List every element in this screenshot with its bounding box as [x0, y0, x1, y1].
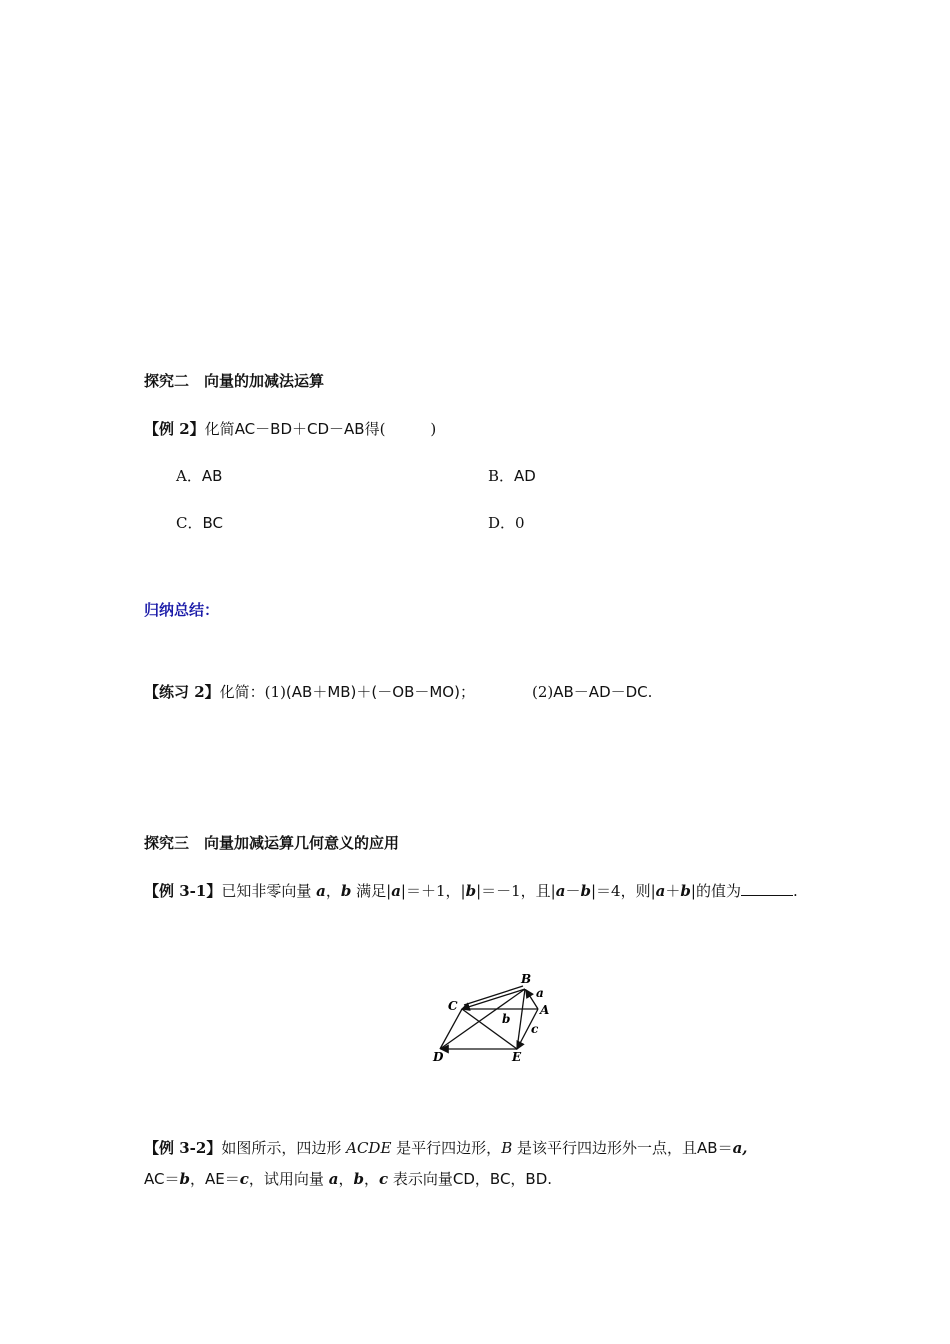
option-b-letter: B． [488, 467, 515, 485]
vector-ac: AC [144, 1170, 165, 1188]
vector-a: a [328, 1170, 339, 1188]
label-point-c: C [448, 999, 458, 1013]
vector-a: a [655, 882, 666, 900]
summary-label: 归纳总结： [144, 601, 220, 619]
comma: ， [190, 1170, 206, 1188]
option-d-letter: D． [488, 514, 516, 532]
vector-a: a [391, 882, 401, 900]
example-2-question [144, 419, 436, 439]
vector-b: b [580, 882, 591, 900]
example-3-1-question [144, 881, 798, 901]
option-d[interactable] [488, 513, 525, 533]
label-point-b: B [521, 972, 532, 986]
comma: ， [363, 1170, 379, 1188]
target-vectors: CD，BC，BD. [452, 1170, 553, 1188]
label-vector-a: a [536, 986, 544, 1000]
option-a[interactable] [176, 466, 222, 486]
option-b[interactable] [488, 466, 536, 486]
example-3-1-text-7: |的值为 [690, 882, 741, 900]
label-vector-b: b [502, 1012, 511, 1026]
option-c[interactable] [176, 513, 223, 533]
practice-2-part1-expression: (AB＋MB)＋(－OB－MO) [285, 683, 460, 701]
example-3-2-text-2: 是平行四边形， [391, 1139, 502, 1157]
practice-2-question [144, 682, 475, 702]
segment-dc [440, 1009, 462, 1049]
parallelogram-figure [420, 965, 570, 1070]
answer-blank[interactable] [741, 881, 793, 896]
example-3-1-tag: 【例 3-1】 [144, 882, 222, 900]
equals-sign: ＝ [717, 1139, 733, 1157]
example-3-2-line-1 [144, 1138, 748, 1158]
vector-a: a [555, 882, 566, 900]
example-2-tag: 【例 2】 [144, 420, 205, 438]
quadrilateral-name: ACDE [346, 1139, 392, 1157]
example-3-1-text-3: 满足| [351, 882, 392, 900]
label-vector-c: c [531, 1022, 539, 1036]
label-point-d: D [433, 1050, 444, 1064]
label-point-e: E [512, 1050, 522, 1064]
option-c-letter: C． [176, 514, 203, 532]
vector-b: b [680, 882, 691, 900]
vector-ab: AB [697, 1139, 718, 1157]
option-b-value: AD [514, 467, 536, 485]
section-heading-2: 探究二 向量的加减法运算 [144, 372, 325, 390]
vector-b-line [462, 989, 525, 1009]
option-d-value: 0 [515, 514, 525, 532]
equals-sign: ＝ [224, 1170, 240, 1188]
practice-2-part2 [532, 682, 652, 702]
practice-2-prefix: 化简：(1) [219, 683, 286, 701]
example-3-1-text-1: 已知非零向量 [221, 882, 317, 900]
example-3-1-end: . [792, 882, 798, 900]
example-3-1-text-4: |＝＋1，| [400, 882, 466, 900]
vector-a: a, [732, 1139, 748, 1157]
example-2-prefix: 化简 [204, 420, 235, 438]
option-a-value: AB [201, 467, 223, 485]
segment-cb [464, 986, 523, 1005]
example-3-1-text-6: |＝4，则| [590, 882, 656, 900]
label-point-a: A [540, 1003, 550, 1017]
plus-sign: ＋ [665, 882, 681, 900]
minus-sign: － [565, 882, 581, 900]
vector-b: b [465, 882, 477, 900]
option-a-letter: A． [176, 467, 202, 485]
vector-c: c [239, 1170, 249, 1188]
practice-2-part2-expression: AB－AD－DC. [553, 683, 653, 701]
example-3-2-text-1: 如图所示，四边形 [221, 1139, 347, 1157]
vector-a: a [316, 882, 326, 900]
example-2-suffix: 得( ) [364, 420, 437, 438]
equals-sign: ＝ [164, 1170, 180, 1188]
example-3-2-line-2 [144, 1169, 552, 1189]
practice-2-part2-label: (2) [532, 683, 554, 701]
practice-2-tag: 【练习 2】 [144, 683, 220, 701]
example-3-2-text-3: 是该平行四边形外一点，且 [512, 1139, 697, 1157]
example-3-1-text-2: ， [325, 882, 341, 900]
practice-2-part1-end: ； [459, 683, 475, 701]
option-c-value: BC [202, 514, 223, 532]
example-2-expression: AC－BD＋CD－AB [234, 420, 365, 438]
example-3-1-text-5: |＝－1，且| [476, 882, 556, 900]
vector-b: b [353, 1170, 364, 1188]
vector-ae: AE [205, 1170, 225, 1188]
vector-b: b [340, 882, 352, 900]
example-3-2-text-4: ，试用向量 [248, 1170, 329, 1188]
comma: ， [338, 1170, 354, 1188]
example-3-2-text-5: 表示向量 [388, 1170, 453, 1188]
vector-b: b [179, 1170, 190, 1188]
segment-bd [440, 989, 525, 1049]
section-heading-3: 探究三 向量加减运算几何意义的应用 [144, 834, 400, 852]
vector-c: c [378, 1170, 389, 1188]
example-3-2-tag: 【例 3-2】 [144, 1139, 222, 1157]
point-b: B [501, 1139, 513, 1157]
